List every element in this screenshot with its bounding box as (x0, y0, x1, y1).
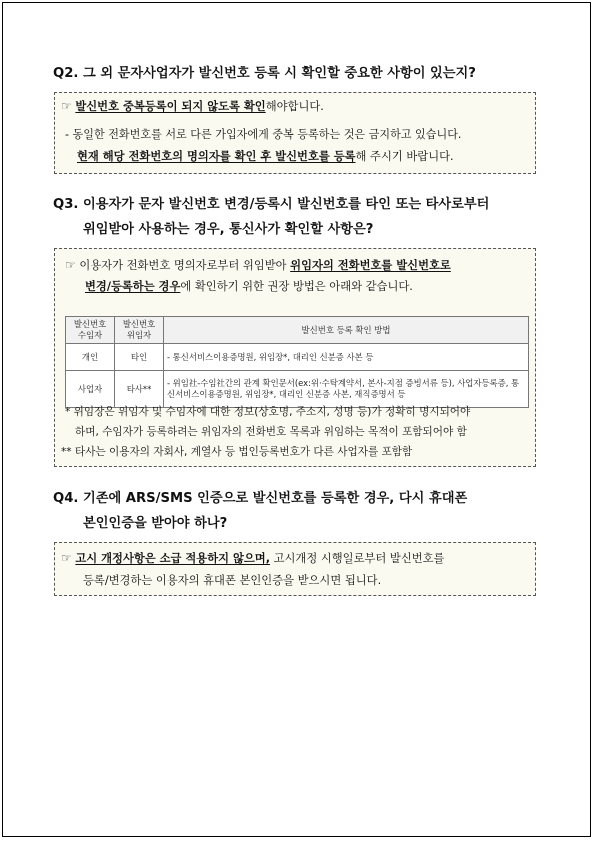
table-row (66, 371, 529, 408)
table-cell: - 통신서비스이용증명원, 위임장*, 대리인 신분증 사본 등 (164, 344, 529, 371)
q3-footnote-2: ** 타사는 이용자의 자회사, 계열사 등 법인등록번호가 다른 사업자를 포함함 (61, 446, 413, 458)
q3-line-2 (85, 278, 413, 295)
pointing-hand-icon: ☞ (61, 551, 72, 565)
table-cell: 개인 (66, 344, 115, 371)
table-header-row (66, 317, 529, 344)
q4-line-2: 등록/변경하는 이용자의 휴대폰 본인인증을 받으시면 됩니다. (83, 574, 382, 587)
table-header-cell: 발신번호 수임자 (66, 317, 115, 344)
q2-answer-box (54, 92, 536, 174)
q4-answer-box (54, 542, 536, 596)
q3-footnote-1-line-2: 하며, 수임자가 등록하려는 위임자의 전화번호 목록과 위임하는 목적이 포함되어야 함 (75, 426, 467, 438)
q2-title: Q2. 그 외 문자사업자가 발신번호 등록 시 확인할 중요한 사항이 있는지? (53, 66, 476, 81)
q4-title-line-2: 본인인증을 받아야 하나? (83, 516, 228, 531)
pointing-hand-icon: ☞ (61, 99, 72, 113)
table-cell: 타인 (115, 344, 164, 371)
pointing-hand-icon: ☞ (65, 258, 76, 272)
table-header-cell: 발신번호 위임자 (115, 317, 164, 344)
q4-line-1 (61, 550, 444, 567)
q2-line-1-emphasis: 발신번호 중복등록이 되지 않도록 확인 (75, 100, 266, 113)
q2-line-3-rest: 해 주시기 바랍니다. (355, 150, 454, 163)
q3-title-line-1: Q3. 이용자가 문자 발신번호 변경/등록시 발신번호를 타인 또는 타사로부터 (53, 197, 490, 212)
q4-line-1-emphasis: 고시 개정사항은 소급 적용하지 않으며, (75, 552, 270, 565)
q2-line-1-rest: 해야합니다. (265, 100, 324, 113)
q3-title-line-2: 위임받아 사용하는 경우, 통신사가 확인할 사항은? (83, 222, 374, 237)
table-header-cell: 발신번호 등록 확인 방법 (164, 317, 529, 344)
q4-title-line-1: Q4. 기존에 ARS/SMS 인증으로 발신번호를 등록한 경우, 다시 휴대폰 (53, 491, 468, 506)
verification-method-table (65, 316, 529, 408)
q3-line-1-a: 이용자가 전화번호 명의자로부터 위임받아 (79, 259, 291, 272)
q3-line-2-emphasis: 변경/등록하는 경우 (85, 280, 181, 293)
q2-line-1 (61, 98, 324, 115)
q3-footnote-1-line-1: * 위임장은 위임자 및 수임자에 대한 정보(상호명, 주소지, 성명 등)가 정확히 명시되어야 (65, 406, 471, 418)
q3-line-1 (65, 257, 451, 274)
table-cell: - 위임社-수임社간의 관계 확인문서(ex:위·수탁계약서, 본사-지점 증빙서류 등), 사업자등록증, 통신서비스이용증명원, 위임장*, 대리인 신분증 사본, 재직증명서 등 (164, 371, 529, 408)
table-row (66, 344, 529, 371)
q3-line-2-rest: 에 확인하기 위한 권장 방법은 아래와 같습니다. (180, 280, 413, 293)
q3-answer-box (54, 248, 536, 467)
q4-line-1-rest: 고시개정 시행일로부터 발신번호를 (270, 552, 445, 565)
q2-line-2: - 동일한 전화번호를 서로 다른 가입자에게 중복 등록하는 것은 금지하고 있습니다. (65, 128, 462, 141)
table-cell: 타사** (115, 371, 164, 408)
q3-line-1-emphasis: 위임자의 전화번호를 발신번호로 (290, 259, 451, 272)
q2-line-3-emphasis: 현재 해당 전화번호의 명의자를 확인 후 발신번호를 등록 (77, 150, 356, 163)
table-cell: 사업자 (66, 371, 115, 408)
q2-line-3 (77, 148, 454, 165)
